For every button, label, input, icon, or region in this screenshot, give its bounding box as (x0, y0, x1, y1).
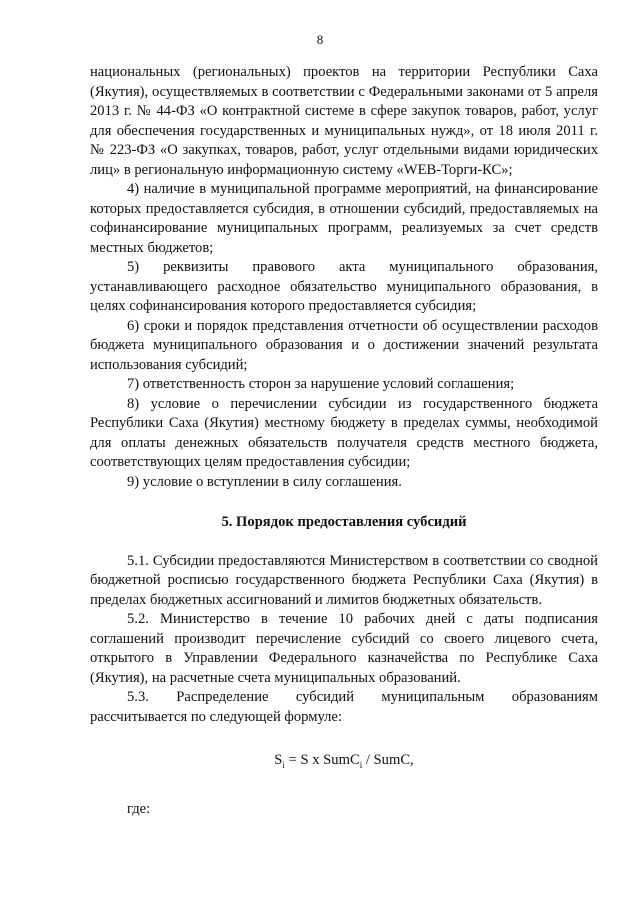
paragraph-continuation: национальных (региональных) проектов на территории Республики Саха (Якутия), осуществляемых в соответствии с Федеральными законами от 5 апреля 2013 г. № 44-ФЗ «О контрактной системе в сфере закупок товаров, работ, услуг для обеспечения государственных и муниципальных нужд», от 18 июля 2011 г. № 223-ФЗ «О закупках, товаров, работ, услуг отдельными видами юридических лиц» в региональную информационную систему «WEB-Торги-КС»; (90, 64, 598, 178)
formula-sub-i: i (282, 759, 285, 770)
page-number: 8 (316, 32, 324, 47)
paragraph-item-5: 5) реквизиты правового акта муниципального образования, устанавливающего расходное обязательство муниципального образования, в целях софинансирования которого предоставляется субсидия; (90, 259, 598, 314)
paragraph-item-8: 8) условие о перечислении субсидии из государственного бюджета Республики Саха (Якутия) местному бюджету в пределах суммы, необходимой для оплаты денежных обязательств получателя средств местного бюджета, соответствующих целям предоставления субсидии; (90, 395, 598, 470)
formula (90, 751, 598, 775)
paragraph-5-3: 5.3. Распределение субсидий муниципальным образованиям рассчитывается по следующей формуле: (90, 689, 598, 725)
paragraph-item-4: 4) наличие в муниципальной программе мероприятий, на финансирование которых предоставляется субсидия, в отношении субсидий, предоставляемых на софинансирование муниципальных программ, реализуемых за счет средств местных бюджетов; (90, 181, 598, 256)
formula-middle: = S x SumC (284, 752, 360, 768)
formula-end: / SumC, (362, 752, 414, 768)
paragraph-item-7: 7) ответственность сторон за нарушение условий соглашения; (127, 376, 515, 392)
paragraph-5-1: 5.1. Субсидии предоставляются Министерством в соответствии со сводной бюджетной росписью государственного бюджета Республики Саха (Якутия) в пределах бюджетных ассигнований и лимитов бюджетных обязательств. (90, 552, 598, 608)
paragraph-5-2: 5.2. Министерство в течение 10 рабочих дней с даты подписания соглашений производит перечисление субсидий со своего лицевого счета, открытого в Управлении Федерального казначейства по Республике Саха (Якутия), на расчетные счета муниципальных образований. (90, 611, 598, 686)
paragraph-item-9: 9) условие о вступлении в силу соглашения. (127, 473, 402, 490)
formula-sub-i2: i (359, 759, 363, 770)
section-heading: 5. Порядок предоставления субсидий (221, 514, 467, 530)
document-body (90, 63, 598, 820)
paragraph-item-6: 6) сроки и порядок представления отчетности об осуществлении расходов бюджета муниципального образования и о достижении значений результата использования субсидий; (90, 317, 598, 373)
where-label: где: (127, 801, 151, 818)
formula-s: S (274, 752, 283, 768)
